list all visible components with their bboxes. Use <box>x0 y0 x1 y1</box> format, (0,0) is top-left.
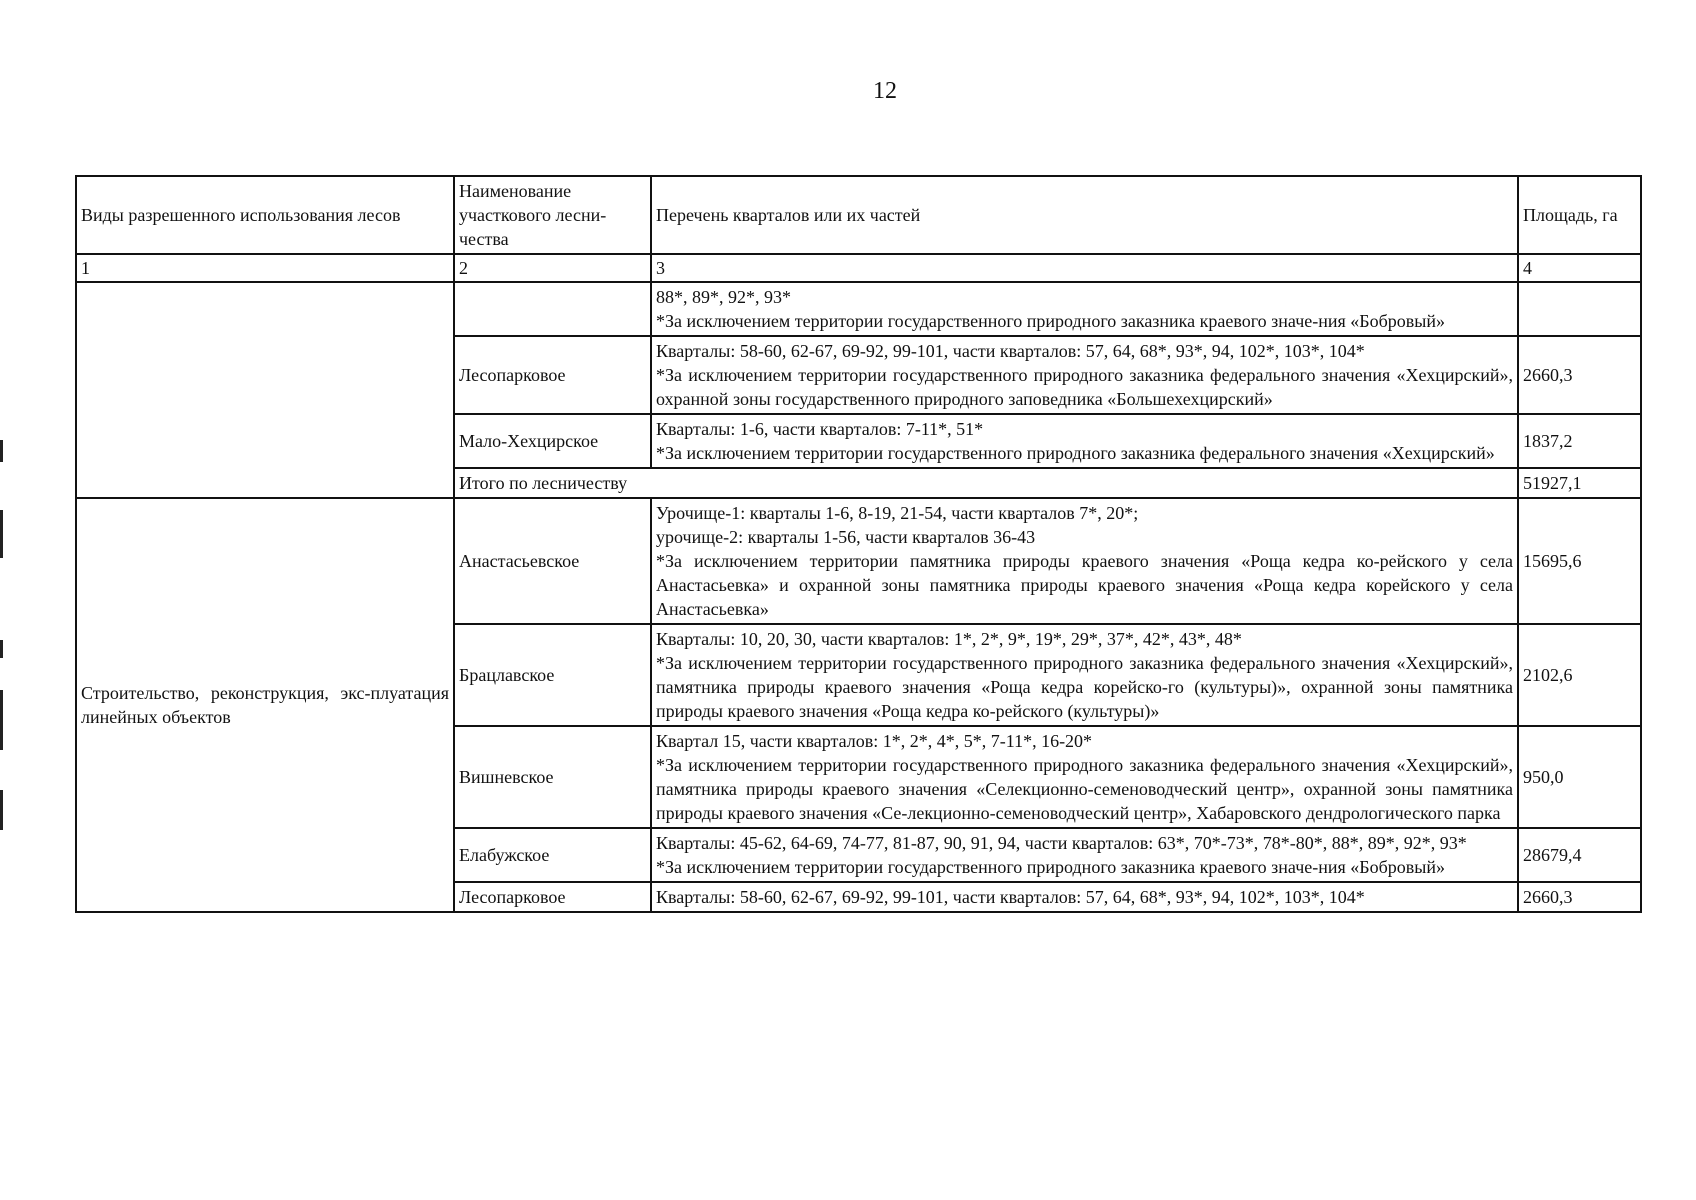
area-value: 2660,3 <box>1518 882 1641 912</box>
table-row <box>76 498 1641 624</box>
table-header-row <box>76 176 1641 254</box>
area-value: 950,0 <box>1518 726 1641 828</box>
forestry-name: Брацлавское <box>454 624 651 726</box>
margin-mark <box>0 510 3 558</box>
subtotal-label: Итого по лесничеству <box>454 468 1518 498</box>
area-value <box>1518 282 1641 336</box>
area-value: 15695,6 <box>1518 498 1641 624</box>
header-forestry-name: Наименование участкового лесни-чества <box>454 176 651 254</box>
quarters-list <box>651 828 1518 882</box>
quarters-line: Кварталы: 45-62, 64-69, 74-77, 81-87, 90, 91, 94, части кварталов: 63*, 70*-73*, 78*-80*, 88*, 89*, 92*, 93* <box>656 833 1467 853</box>
column-number: 1 <box>76 254 454 282</box>
quarters-list <box>651 414 1518 468</box>
quarters-line: Урочище-1: кварталы 1-6, 8-19, 21-54, части кварталов 7*, 20*; <box>656 503 1139 523</box>
margin-mark <box>0 640 3 658</box>
use-type-cell-empty <box>76 282 454 498</box>
use-type-cell: Строительство, реконструкция, экс-плуатация линейных объектов <box>76 498 454 912</box>
quarters-list <box>651 726 1518 828</box>
quarters-line: 88*, 89*, 92*, 93* <box>656 287 791 307</box>
quarters-list <box>651 336 1518 414</box>
column-number: 2 <box>454 254 651 282</box>
quarters-line: Кварталы: 58-60, 62-67, 69-92, 99-101, части кварталов: 57, 64, 68*, 93*, 94, 102*, 103*, 104* <box>656 341 1365 361</box>
column-number: 4 <box>1518 254 1641 282</box>
margin-mark <box>0 690 3 750</box>
forestry-name: Лесопарковое <box>454 882 651 912</box>
forestry-name: Елабужское <box>454 828 651 882</box>
quarters-list <box>651 498 1518 624</box>
area-value: 1837,2 <box>1518 414 1641 468</box>
exclusion-note: *За исключением территории государственного природного заказника краевого значе-ния «Бобровый» <box>656 857 1445 877</box>
forestry-name <box>454 282 651 336</box>
quarters-list <box>651 282 1518 336</box>
exclusion-note: *За исключением территории государственного природного заказника федерального значения «Хехцирский», памятника природы краевого значения «Роща кедра корейско-го (культуры)», охранной зоны памятника природы краевого значения «Роща кедра ко-рейского (культуры)» <box>656 653 1513 721</box>
exclusion-note: *За исключением территории государственного природного заказника краевого значе-ния «Бобровый» <box>656 311 1445 331</box>
exclusion-note: *За исключением территории памятника природы краевого значения «Роща кедра ко-рейского у села Анастасьевка» и охранной зоны памятника природы краевого значения «Роща кедра корейского у села Анастасьевка» <box>656 551 1513 619</box>
area-value: 2660,3 <box>1518 336 1641 414</box>
quarters-line: Кварталы: 10, 20, 30, части кварталов: 1*, 2*, 9*, 19*, 29*, 37*, 42*, 43*, 48* <box>656 629 1242 649</box>
quarters-list <box>651 624 1518 726</box>
quarters-line: Кварталы: 1-6, части кварталов: 7-11*, 51* <box>656 419 984 439</box>
margin-mark <box>0 790 3 830</box>
subtotal-area: 51927,1 <box>1518 468 1641 498</box>
exclusion-note: *За исключением территории государственного природного заказника федерального значения «Хехцирский», памятника природы краевого значения «Селекционно-семеноводческий центр», охранной зоны памятника природы краевого значения «Се-лекционно-семеноводческий центр», Хабаровского дендрологического парка <box>656 755 1513 823</box>
forestry-name: Мало-Хехцирское <box>454 414 651 468</box>
header-area: Площадь, га <box>1518 176 1641 254</box>
header-use-type: Виды разрешенного использования лесов <box>76 176 454 254</box>
exclusion-note: *За исключением территории государственного природного заказника федерального значения «Хехцирский» <box>656 443 1495 463</box>
table-row <box>76 282 1641 336</box>
page-number: 12 <box>873 78 897 104</box>
quarters-line: Квартал 15, части кварталов: 1*, 2*, 4*, 5*, 7-11*, 16-20* <box>656 731 1093 751</box>
margin-mark <box>0 440 3 462</box>
forestry-name: Лесопарковое <box>454 336 651 414</box>
area-value: 28679,4 <box>1518 828 1641 882</box>
column-number: 3 <box>651 254 1518 282</box>
forestry-name: Анастасьевское <box>454 498 651 624</box>
forestry-name: Вишневское <box>454 726 651 828</box>
quarters-line: Кварталы: 58-60, 62-67, 69-92, 99-101, части кварталов: 57, 64, 68*, 93*, 94, 102*, 103*, 104* <box>656 887 1365 907</box>
header-quarters-list: Перечень кварталов или их частей <box>651 176 1518 254</box>
area-value: 2102,6 <box>1518 624 1641 726</box>
exclusion-note: *За исключением территории государственного природного заказника федерального значения «Хехцирский», охранной зоны государственного природного заповедника «Большехехцирский» <box>656 365 1513 409</box>
forest-use-table <box>75 175 1642 913</box>
quarters-list <box>651 882 1518 912</box>
quarters-line: урочище-2: кварталы 1-56, части кварталов 36-43 <box>656 527 1036 547</box>
column-number-row <box>76 254 1641 282</box>
